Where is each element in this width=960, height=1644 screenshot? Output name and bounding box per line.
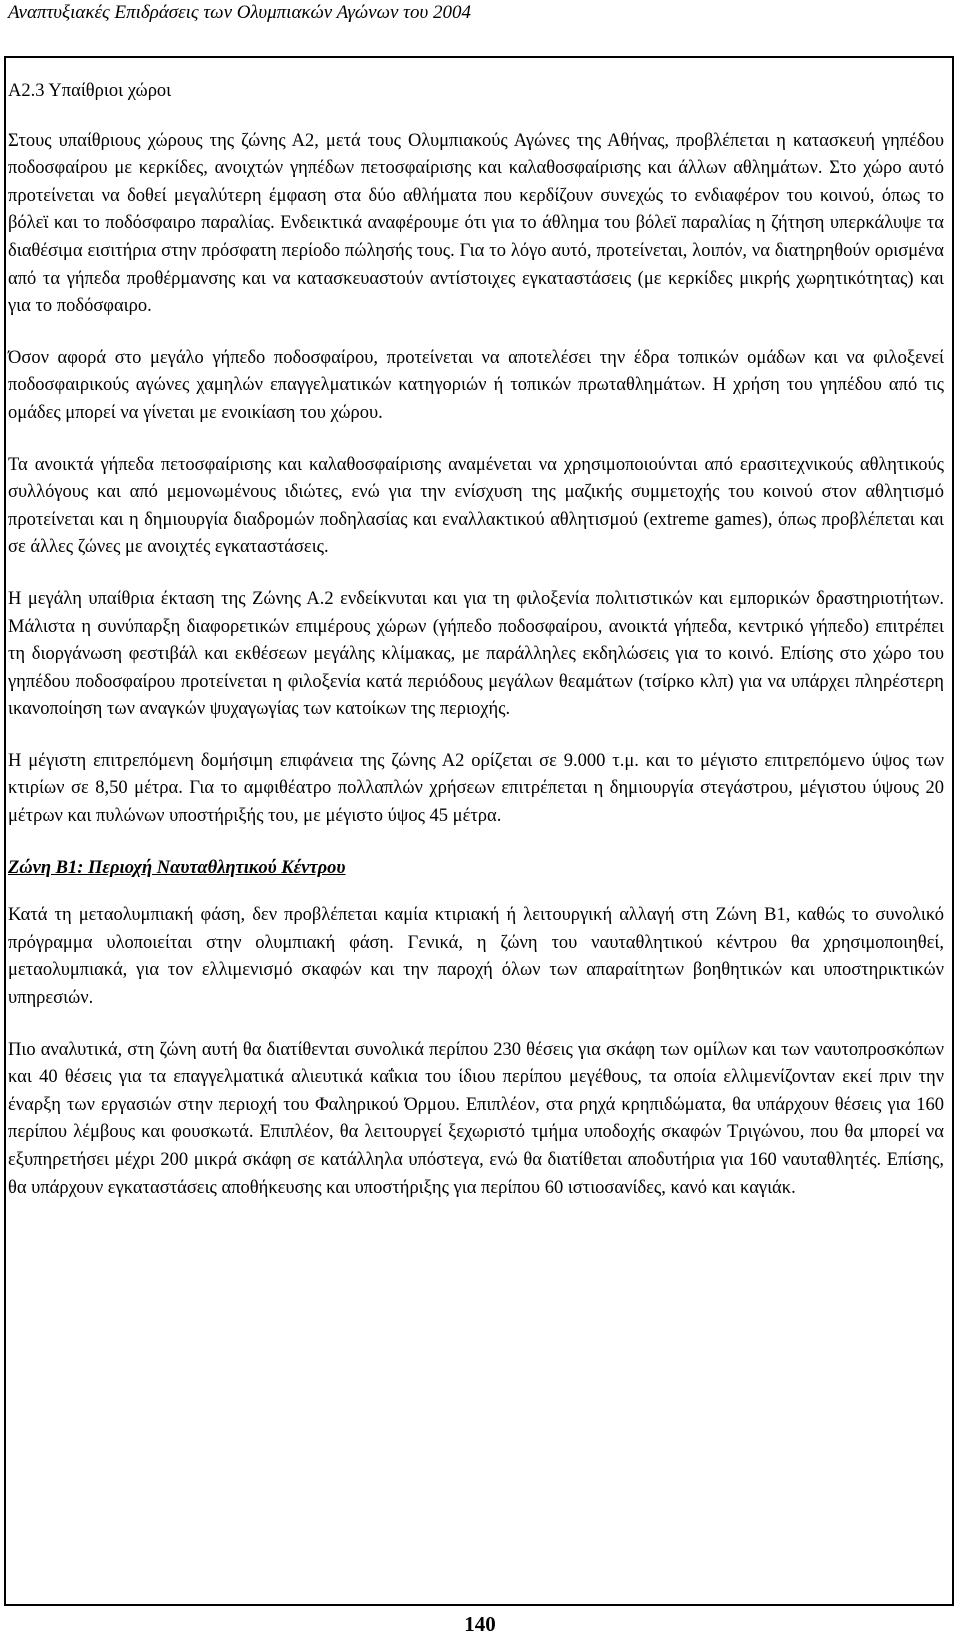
paragraph: Η μεγάλη υπαίθρια έκταση της Ζώνης Α.2 ενδείκνυται και για τη φιλοξενία πολιτιστικών και εμπορικών δραστηριοτήτων. Μάλιστα η συνύπαρξη διαφορετικών επιμέρους χώρων (γήπεδο ποδοσφαίρου, ανοικτά γήπεδα, κεντρικό γήπεδο) επιτρέπει τη διοργάνωση φεστιβάλ και εκθέσεων μεγάλης κλίμακας, με παράλληλες εκδηλώσεις για το κοινό. Επίσης στο χώρο του γηπέδου ποδοσφαίρου προτείνεται η φιλοξενία κατά περιόδους μεγάλων θεαμάτων (τσίρκο κλπ) για να υπάρχει πληρέστερη ικανοποίηση των αναγκών ψυχαγωγίας των κατοίκων της περιοχής. [8,588,944,720]
paragraph: Πιο αναλυτικά, στη ζώνη αυτή θα διατίθενται συνολικά περίπου 230 θέσεις για σκάφη των ομίλων και των ναυτοπροσκόπων και 40 θέσεις για τα επαγγελματικά αλιευτικά καΐκια του ίδιου περίπου μεγέθους, τα οποία ελλιμενίζονταν εκεί πριν την έναρξη των εργασιών στην περιοχή του Φαληρικού Όρμου. Επιπλέον, στα ρηχά κρηπιδώματα, θα υπάρχουν θέσεις για 160 περίπου λέμβους και φουσκωτά. Επιπλέον, θα λειτουργεί ξεχωριστό τμήμα υποδοχής σκαφών Τριγώνου, που θα μπορεί να εξυπηρετήσει μέχρι 200 μικρά σκάφη σε κατάλληλα υπόστεγα, ενώ θα διατίθεται αποδυτήρια για 160 ναυταθλητές. Επίσης, θα υπάρχουν εγκαταστάσεις αποθήκευσης και υποστήριξης για περίπου 60 ιστιοσανίδες, κανό και καγιάκ. [8,1039,944,1198]
paragraph: Η μέγιστη επιτρεπόμενη δομήσιμη επιφάνεια της ζώνης Α2 ορίζεται σε 9.000 τ.μ. και το μέγιστο επιτρεπόμενο ύψος των κτιρίων σε 8,50 μέτρα. Για το αμφιθέατρο πολλαπλών χρήσεων επιτρέπεται η δημιουργία στεγάστρου, μέγιστου ύψους 20 μέτρων και πυλώνων υποστήριξής του, με μέγιστο ύψος 45 μέτρα. [8,750,944,827]
page-number: 140 [464,1612,496,1636]
paragraph: Όσον αφορά στο μεγάλο γήπεδο ποδοσφαίρου, προτείνεται να αποτελέσει την έδρα τοπικών ομάδων και να φιλοξενεί ποδοσφαιρικούς αγώνες χαμηλών επαγγελματικών κατηγοριών ή τοπικών πρωταθλημάτων. Η χρήση του γηπέδου από τις ομάδες μπορεί να γίνεται με ενοικίαση του χώρου. [8,347,944,423]
paragraph: Στους υπαίθριους χώρους της ζώνης Α2, μετά τους Ολυμπιακούς Αγώνες της Αθήνας, προβλέπεται η κατασκευή γηπέδου ποδοσφαίρου με κερκίδες, ανοιχτών γηπέδων πετοσφαίρισης και καλαθοσφαίρισης και άλλων αθλημάτων. Στο χώρο αυτό προτείνεται να δοθεί μεγαλύτερη έμφαση στα δύο αθλήματα που κερδίζουν συνεχώς το ενδιαφέρον του κοινού, όπως το βόλεϊ και το ποδόσφαιρο παραλίας. Ενδεικτικά αναφέρουμε ότι για το άθλημα του βόλεϊ παραλίας η ζήτηση υπερκάλυψε τα διαθέσιμα εισιτήρια στην πρόσφατη περίοδο πώλησής τους. Για το λόγο αυτό, προτείνεται, λοιπόν, να διατηρηθούν ορισμένα από τα γήπεδα προθέρμανσης και να κατασκευαστούν αντίστοιχες εγκαταστάσεις (με κερκίδες μικρής χωρητικότητας) και για το ποδόσφαιρο. [8,130,944,317]
paragraph: Τα ανοικτά γήπεδα πετοσφαίρισης και καλαθοσφαίρισης αναμένεται να χρησιμοποιούνται από ερασιτεχνικούς αθλητικούς συλλόγους και από μεμονωμένους ιδιώτες, ενώ για την ενίσχυση της μαζικής συμμετοχής του κοινού στον αθλητισμό προτείνεται και η δημιουργία διαδρομών ποδηλασίας και εναλλακτικού αθλητισμού (extreme games), όπως προβλέπεται και σε άλλες ζώνες με ανοιχτές εγκαταστάσεις. [8,454,944,558]
document-body [8,78,944,1226]
running-header: Αναπτυξιακές Επιδράσεις των Ολυμπιακών Αγώνων του 2004 [8,2,471,23]
subsection-title: Ζώνη Β1: Περιοχή Ναυταθλητικού Κέντρου [8,857,346,878]
section-title: Α2.3 Υπαίθριοι χώροι [8,81,172,101]
paragraph: Κατά τη μεταολυμπιακή φάση, δεν προβλέπεται καμία κτιριακή ή λειτουργική αλλαγή στη Ζώνη Β1, καθώς το συνολικό πρόγραμμα υλοποιείται στην ολυμπιακή φάση. Γενικά, η ζώνη του ναυταθλητικού κέντρου θα χρησιμοποιηθεί, μεταολυμπιακά, για τον ελλιμενισμό σκαφών και την παροχή όλων των απαραίτητων βοηθητικών και υποστηρικτικών υπηρεσιών. [8,905,944,1009]
